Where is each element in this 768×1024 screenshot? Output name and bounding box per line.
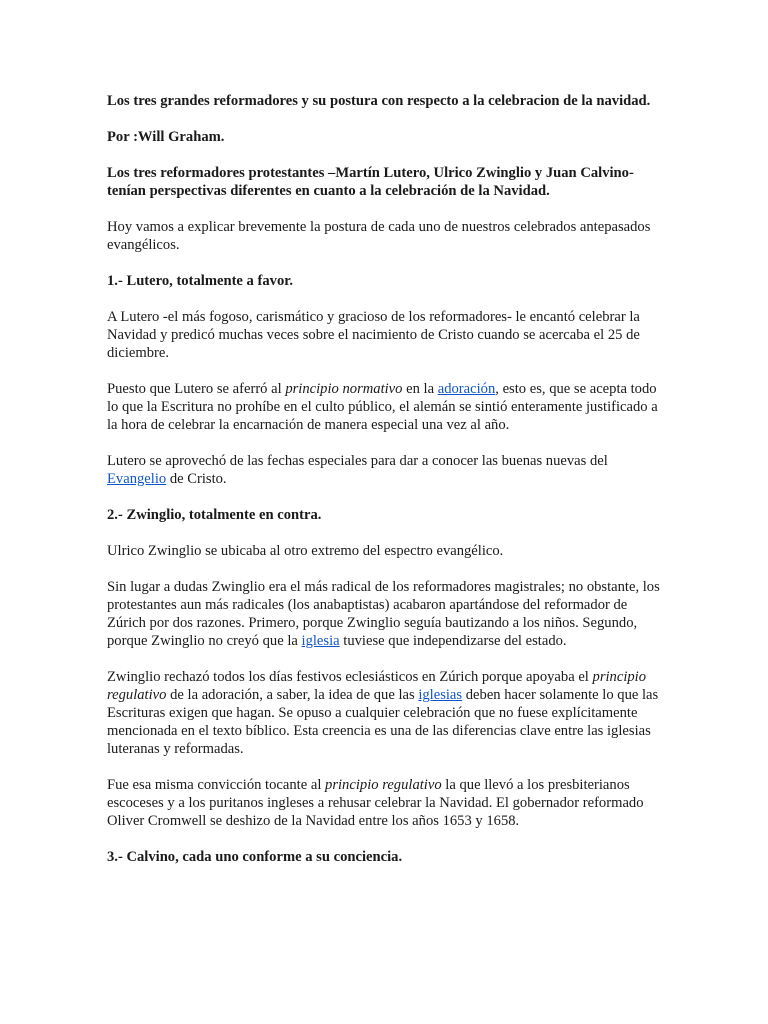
- document-lead: Los tres reformadores protestantes –Martín Lutero, Ulrico Zwinglio y Juan Calvino- tenían perspectivas diferentes en cuanto a la celebración de la Navidad.: [107, 165, 634, 199]
- principio-regulativo-term: principio regulativo: [107, 669, 647, 703]
- iglesias-link[interactable]: iglesias: [418, 687, 463, 703]
- iglesia-link[interactable]: iglesia: [301, 633, 340, 649]
- lutero-paragraph-3: [107, 452, 663, 488]
- adoracion-link[interactable]: adoración: [437, 381, 496, 397]
- zwinglio-paragraph-1: Ulrico Zwinglio se ubicaba al otro extremo del espectro evangélico.: [107, 543, 504, 559]
- evangelio-link[interactable]: Evangelio: [107, 471, 167, 487]
- text-run: de la adoración, a saber, la idea de que las: [166, 687, 419, 703]
- text-run: la que llevó a los presbiterianos escoceses y a los puritanos ingleses a rehusar celebrar la Navidad. El gobernador reformado Oliver Cromwell se deshizo de la Navidad entre los años 1653 y 1658.: [107, 777, 644, 829]
- text-run: en la: [402, 381, 438, 397]
- text-run: tuviese que independizarse del estado.: [339, 633, 567, 649]
- text-run: deben hacer solamente lo que las Escrituras exigen que hagan. Se opuso a cualquier celebración que no fuese explícitamente mencionada en el texto bíblico. Esta creencia es una de las diferencias clave entre las iglesias luteranas y reformadas.: [107, 687, 659, 757]
- principio-normativo-term: principio normativo: [285, 381, 403, 397]
- zwinglio-paragraph-4: [107, 776, 663, 830]
- text-run: Puesto que Lutero se aferró al: [107, 381, 286, 397]
- principio-regulativo-term: principio regulativo: [325, 777, 442, 793]
- text-run: Zwinglio rechazó todos los días festivos eclesiásticos en Zúrich porque apoyaba el: [107, 669, 593, 685]
- lutero-paragraph-1: A Lutero -el más fogoso, carismático y gracioso de los reformadores- le encantó celebrar la Navidad y predicó muchas veces sobre el nacimiento de Cristo cuando se acercaba el 25 de diciembre.: [107, 309, 640, 361]
- document-page: [107, 92, 663, 884]
- zwinglio-paragraph-3: [107, 668, 663, 758]
- text-run: Sin lugar a dudas Zwinglio era el más radical de los reformadores magistrales; no obstante, los protestantes aun más radicales (los anabaptistas) acabaron apartándose del reformador de Zúrich por dos razones. Primero, porque Zwinglio seguía bautizando a los niños. Segundo, porque Zwinglio no creyó que la: [107, 579, 660, 649]
- text-run: Fue esa misma convicción tocante al: [107, 777, 326, 793]
- section-heading-lutero: 1.- Lutero, totalmente a favor.: [107, 273, 294, 289]
- zwinglio-paragraph-2: [107, 578, 663, 650]
- intro-paragraph: Hoy vamos a explicar brevemente la postura de cada uno de nuestros celebrados antepasados evangélicos.: [107, 219, 651, 253]
- text-run: Lutero se aprovechó de las fechas especiales para dar a conocer las buenas nuevas del: [107, 453, 608, 469]
- section-heading-zwinglio: 2.- Zwinglio, totalmente en contra.: [107, 507, 322, 523]
- text-run: , esto es, que se acepta todo lo que la Escritura no prohíbe en el culto público, el alemán se sintió enteramente justificado a la hora de celebrar la encarnación de manera especial una vez al año.: [107, 381, 658, 433]
- document-title: Los tres grandes reformadores y su postura con respecto a la celebracion de la navidad.: [107, 93, 651, 109]
- section-heading-calvino: 3.- Calvino, cada uno conforme a su conciencia.: [107, 849, 403, 865]
- lutero-paragraph-2: [107, 380, 663, 434]
- document-author: Por :Will Graham.: [107, 129, 225, 145]
- text-run: de Cristo.: [166, 471, 227, 487]
